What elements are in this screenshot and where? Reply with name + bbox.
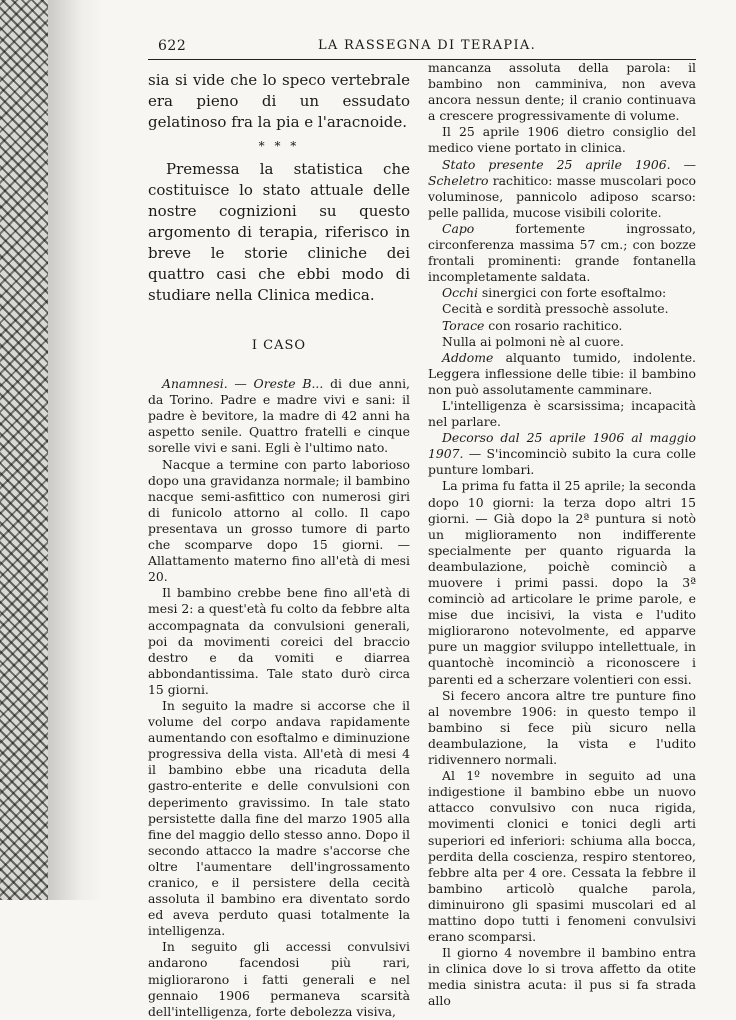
page-header <box>148 36 696 58</box>
occhi-paragraph <box>428 285 696 301</box>
decorso-text: — S'incominciò subito la cura colle punture lombari. <box>428 446 696 478</box>
page-gutter-shadow <box>48 0 104 900</box>
otitis-paragraph: Il giorno 4 novembre il bambino entra in clinica dove lo si trova affetto da otite media sinistra acuta: il pus si fa strada allo <box>428 945 696 1009</box>
punture-paragraph: La prima fu fatta il 25 aprile; la seconda dopo 10 giorni: la terza dopo altri 15 giorni. — Già dopo la 2ª puntura si notò un miglioramento non indifferente specialmente per quanto riguarda la deambulazione, poichè cominciò a muovere i primi passi. dopo la 3ª cominciò ad articolare le prime parole, e mise due incisivi, la vista e l'udito migliorarono notevolmente, ed apparve pure un maggior sviluppo intellettuale, in quantochè incominciò a riconoscere i parenti ed a scherzare volentieri con essi. <box>428 478 696 687</box>
torace-text: con rosario rachitico. <box>484 317 623 333</box>
further-punture-paragraph: Si fecero ancora altre tre punture fino al novembre 1906: in questo tempo il bambino si fece più sicuro nella deambulazione, la vista e l'udito ridivennero normali. <box>428 687 696 768</box>
intelligenza-line: L'intelligenza è scarsissima; incapacità nel parlare. <box>428 397 696 430</box>
infancy-paragraph: Il bambino crebbe bene fino all'età di mesi 2: a quest'età fu colto da febbre alta accompagnata da convulsioni generali, poi da movimenti coreici del braccio destro e da vomiti e diarrea abbondantissima. Tale stato durò circa 15 giorni. <box>148 585 410 697</box>
stato-text: rachitico: masse muscolari poco voluminose, pannicolo adiposo scarso: pelle pallida, mucose visibili colorite. <box>428 172 696 220</box>
left-column <box>148 66 410 1020</box>
torace-paragraph <box>428 318 696 334</box>
section-separator: * * * <box>258 139 300 153</box>
decorso-paragraph <box>428 430 696 478</box>
addome-label: Addome <box>442 349 494 365</box>
capo-label: Capo <box>442 220 475 236</box>
progression-paragraph: In seguito la madre si accorse che il volume del corpo andava rapidamente aumentando con esoftalmo e diminuzione progressiva della vista. All'età di mesi 4 il bambino ebbe una ricaduta della gastro-enterite e delle convulsioni con deperimento gravissimo. In tale stato persistette dalla fine del marzo 1905 alla fine del maggio dello stesso anno. Dopo il secondo attacco la madre s'accorse che oltre l'aumentare dell'ingrossamento cranico, e il persistere della cecità assoluta il bambino era diventato sordo ed aveva perduto quasi totalmente la intelligenza. <box>148 697 410 939</box>
capo-text: fortemente ingrossato, circonferenza massima 57 cm.; con bozze frontali prominenti: grande fontanella incompletamente saldata. <box>428 220 696 285</box>
addome-text: alquanto tumido, indolente. Leggera inflessione delle tibie: il bambino non può assolutamente camminare. <box>428 349 696 397</box>
admission-paragraph: Il 25 aprile 1906 dietro consiglio del medico viene portato in clinica. <box>428 124 696 156</box>
capo-paragraph <box>428 221 696 285</box>
cecita-line: Cecità e sordità pressochè assolute. <box>442 301 669 317</box>
right-column <box>428 60 696 1010</box>
followup-paragraph: In seguito gli accessi convulsivi andarono facendosi più rari, migliorarono i fatti generali e nel gennaio 1906 permaneva scarsità dell'intelligenza, forte debolezza visiva, <box>148 939 410 1019</box>
decorso-label: Decorso dal 25 aprile 1906 al maggio 1907. <box>428 430 696 462</box>
book-spine-binding <box>0 0 48 900</box>
birth-paragraph: Nacque a termine con parto laborioso dopo una gravidanza normale; il bambino nacque semi-asfittico con numerosi giri di funicolo attorno al collo. Il capo presentava un grosso tumore di parto che scomparve dopo 15 giorni. — Allattamento materno fino all'età di mesi 20. <box>148 456 410 585</box>
polmoni-line: Nulla ai polmoni nè al cuore. <box>442 333 624 349</box>
opening-paragraph: sia si vide che lo speco vertebrale era pieno di un essudato gelatinoso fra la pia e l'aracnoide. <box>148 71 410 131</box>
stato-paragraph <box>428 157 696 221</box>
anamnesi-paragraph <box>148 376 410 456</box>
november-attack-paragraph: Al 1º novembre in seguito ad una indigestione il bambino ebbe un nuovo attacco convulsivo con nuca rigida, movimenti clonici e tonici degli arti superiori ed inferiori: schiuma alla bocca, perdita della coscienza, respiro stentoreo, febbre alta per 4 ore. Cessata la febbre il bambino articolò qualche parola, diminuirono gli spasimi muscolari ed al mattino dopo tutti i fenomeni convulsivi erano scomparsi. <box>428 768 696 945</box>
intro-paragraph: Premessa la statistica che costituisce lo stato attuale delle nostre cognizioni su questo argomento di terapia, riferisco in breve le storie cliniche dei quattro casi che ebbi modo di studiare nella Clinica medica. <box>148 160 410 304</box>
addome-paragraph <box>428 350 696 398</box>
anamnesi-label: Anamnesi. — Oreste B... <box>162 376 324 392</box>
torace-label: Torace <box>442 317 485 333</box>
anamnesi-text: di due anni, da Torino. Padre e madre vivi e sani: il padre è bevitore, la madre di 42 anni ha aspetto senile. Quattro fratelli e cinque sorelle vivi e sani. Egli è l'ultimo nato. <box>148 376 410 456</box>
occhi-label: Occhi <box>442 285 478 301</box>
page-number: 622 <box>158 38 187 54</box>
continuation-paragraph: mancanza assoluta della parola: il bambino non camminiva, non aveva ancora nessun dente; il cranio continuava a crescere progressivamente di volume. <box>428 60 696 124</box>
running-title: LA RASSEGNA DI TERAPIA. <box>318 38 537 53</box>
occhi-text: sinergici con forte esoftalmo: <box>477 285 667 301</box>
case-heading: I CASO <box>251 338 307 353</box>
stato-label: Stato presente 25 aprile 1906. — Scheletro <box>428 156 696 188</box>
